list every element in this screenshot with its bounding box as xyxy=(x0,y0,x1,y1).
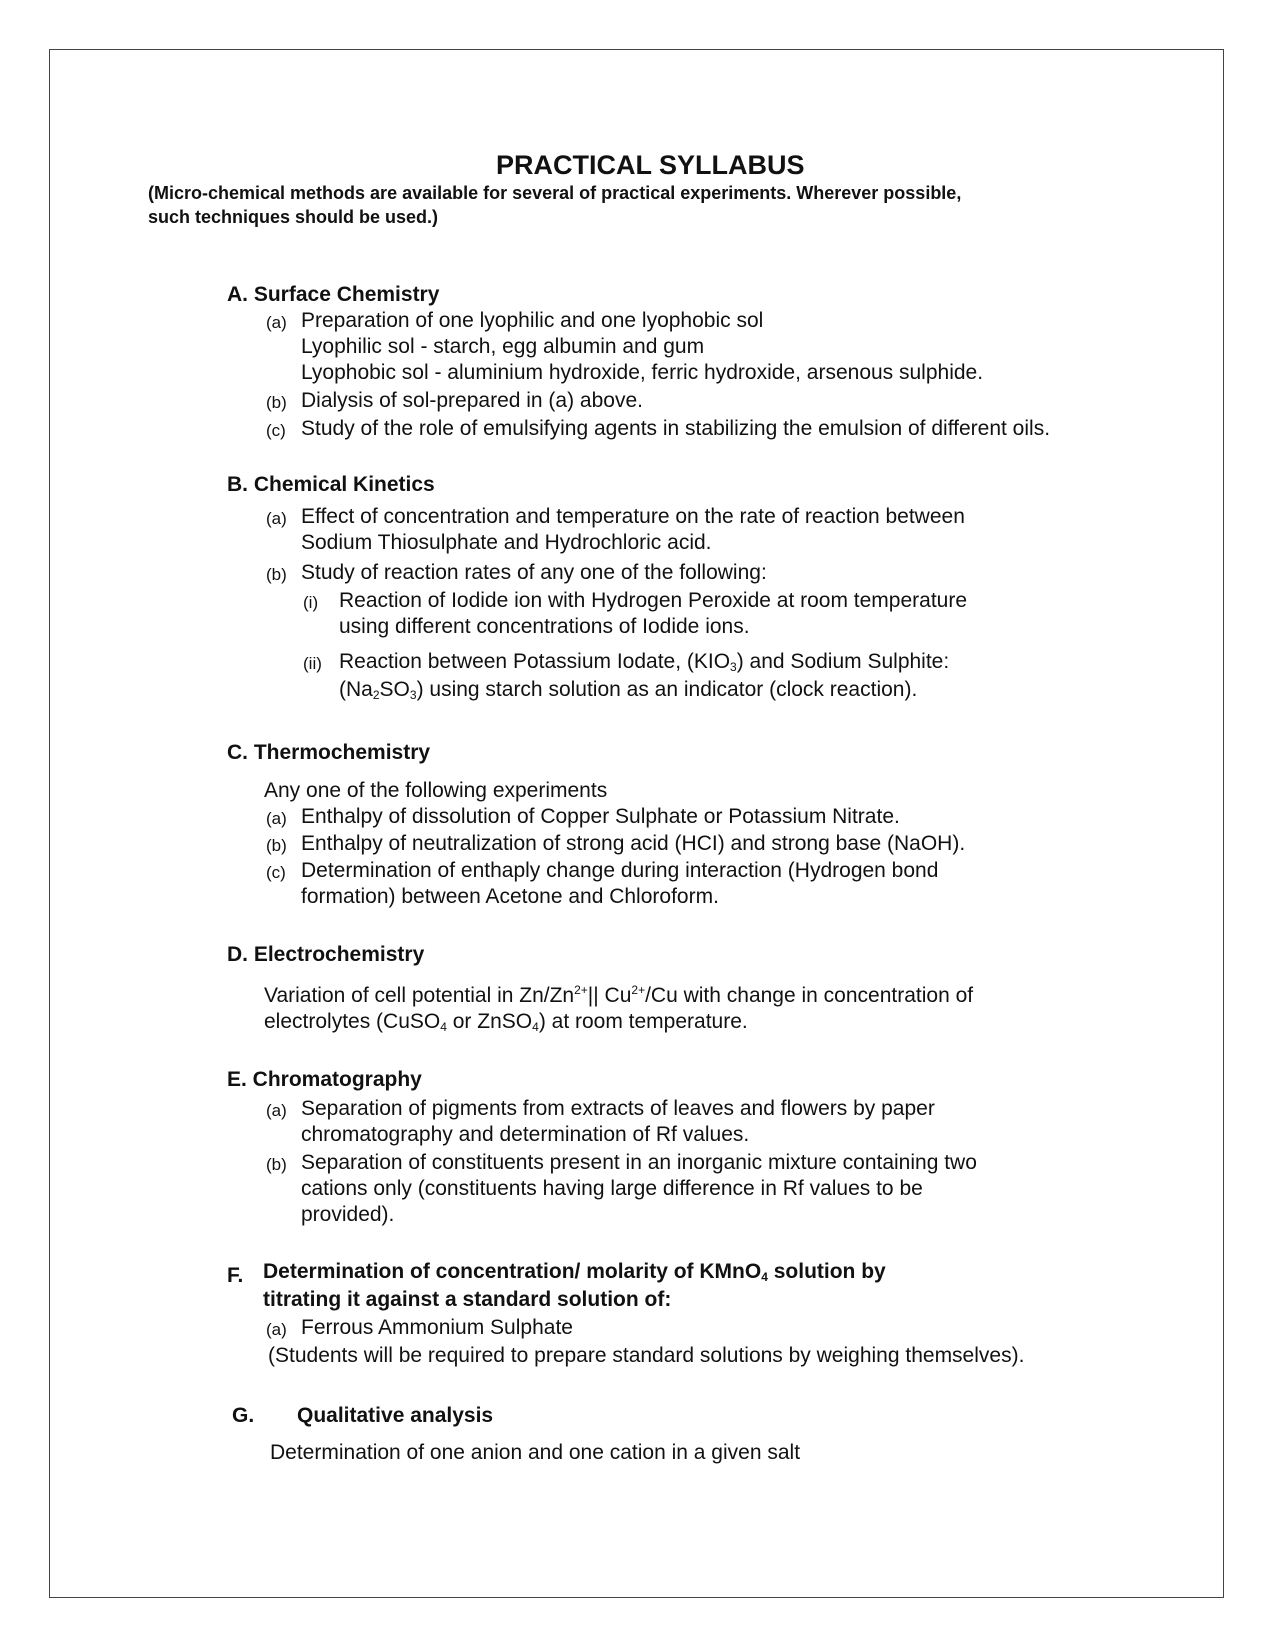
section-a-item-a-line2: Lyophilic sol - starch, egg albumin and gum xyxy=(301,335,705,358)
section-e-heading: E. Chromatography xyxy=(227,1068,422,1091)
section-g-letter: G. xyxy=(232,1404,255,1427)
item-label: (a) xyxy=(266,313,287,332)
item-label: (b) xyxy=(266,393,287,412)
section-g-text: Determination of one anion and one cation in a given salt xyxy=(270,1441,801,1464)
section-d-text-line1: Variation of cell potential in $Zn/Zn^{2+}||$ $Cu^{2+}/Cu$ with change in concentration of xyxy=(264,983,974,1007)
section-e-item-b-line1: Separation of constituents present in an inorganic mixture containing two xyxy=(301,1151,977,1174)
section-e-item-b-line3: provided). xyxy=(301,1203,395,1226)
section-d-text-line2: electrolytes (CuSO$_4$ or ZnSO$_4$) at room temperature. xyxy=(264,1010,748,1034)
section-b-item-i-line2: using different concentrations of Iodide ions. xyxy=(339,615,750,638)
section-g-heading: Qualitative analysis xyxy=(297,1404,494,1427)
section-f-note: (Students will be required to prepare standard solutions by weighing themselves). xyxy=(268,1344,1025,1367)
item-label: (ii) xyxy=(303,654,322,673)
section-f-heading-line1: Determination of concentration/ molarity of KMnO$_4$ solution by xyxy=(263,1260,886,1284)
section-e-item-a-line1: Separation of pigments from extracts of leaves and flowers by paper xyxy=(301,1097,935,1120)
section-f-letter: F. xyxy=(227,1264,244,1287)
intro-note-line2: such techniques should be used.) xyxy=(148,207,439,227)
item-label: (i) xyxy=(303,593,319,612)
section-a-heading: A. Surface Chemistry xyxy=(227,283,440,306)
section-c-item-a: Enthalpy of dissolution of Copper Sulphate or Potassium Nitrate. xyxy=(301,805,900,828)
section-b-item-ii-line1: Reaction between Potassium Iodate, $(KIO_3)$ and Sodium Sulphite: xyxy=(339,650,950,674)
section-b-item-b: Study of reaction rates of any one of the following: xyxy=(301,561,767,584)
section-f-heading-line2: titrating it against a standard solution of: xyxy=(263,1288,672,1311)
section-e-item-a-line2: chromatography and determination of Rf values. xyxy=(301,1123,750,1146)
section-f-item-a: Ferrous Ammonium Sulphate xyxy=(301,1316,573,1339)
item-label: (b) xyxy=(266,1155,287,1174)
section-c-intro: Any one of the following experiments xyxy=(264,779,608,802)
section-a-item-c: Study of the role of emulsifying agents in stabilizing the emulsion of different oils. xyxy=(301,417,1051,440)
section-e-item-b-line2: cations only (constituents having large difference in Rf values to be xyxy=(301,1177,923,1200)
section-c-item-c-line1: Determination of enthaply change during interaction (Hydrogen bond xyxy=(301,859,939,882)
item-label: (a) xyxy=(266,1101,287,1120)
section-a-item-b: Dialysis of sol-prepared in (a) above. xyxy=(301,389,643,412)
intro-note-line1: (Micro-chemical methods are available for several of practical experiments. Wherever possible, xyxy=(148,183,962,203)
section-b-item-i-line1: Reaction of Iodide ion with Hydrogen Peroxide at room temperature xyxy=(339,589,968,612)
item-label: (a) xyxy=(266,809,287,828)
section-b-item-ii-line2: $(Na_2SO_3)$ using starch solution as an indicator (clock reaction). xyxy=(339,678,918,702)
section-c-item-c-line2: formation) between Acetone and Chloroform. xyxy=(301,885,719,908)
item-label: (c) xyxy=(266,863,286,882)
section-b-item-a-line2: Sodium Thiosulphate and Hydrochloric acid. xyxy=(301,531,712,554)
section-b-heading: B. Chemical Kinetics xyxy=(227,473,435,496)
item-label: (a) xyxy=(266,1320,287,1339)
section-a-item-a-line3: Lyophobic sol - aluminium hydroxide, ferric hydroxide, arsenous sulphide. xyxy=(301,361,984,384)
section-a-item-a-line1: Preparation of one lyophilic and one lyophobic sol xyxy=(301,309,764,332)
item-label: (b) xyxy=(266,836,287,855)
section-d-heading: D. Electrochemistry xyxy=(227,943,425,966)
section-b-item-a-line1: Effect of concentration and temperature on the rate of reaction between xyxy=(301,505,965,528)
section-c-item-b: Enthalpy of neutralization of strong acid (HCI) and strong base (NaOH). xyxy=(301,832,966,855)
page-title: PRACTICAL SYLLABUS xyxy=(496,150,805,180)
item-label: (b) xyxy=(266,565,287,584)
section-c-heading: C. Thermochemistry xyxy=(227,741,431,764)
item-label: (a) xyxy=(266,509,287,528)
item-label: (c) xyxy=(266,421,286,440)
